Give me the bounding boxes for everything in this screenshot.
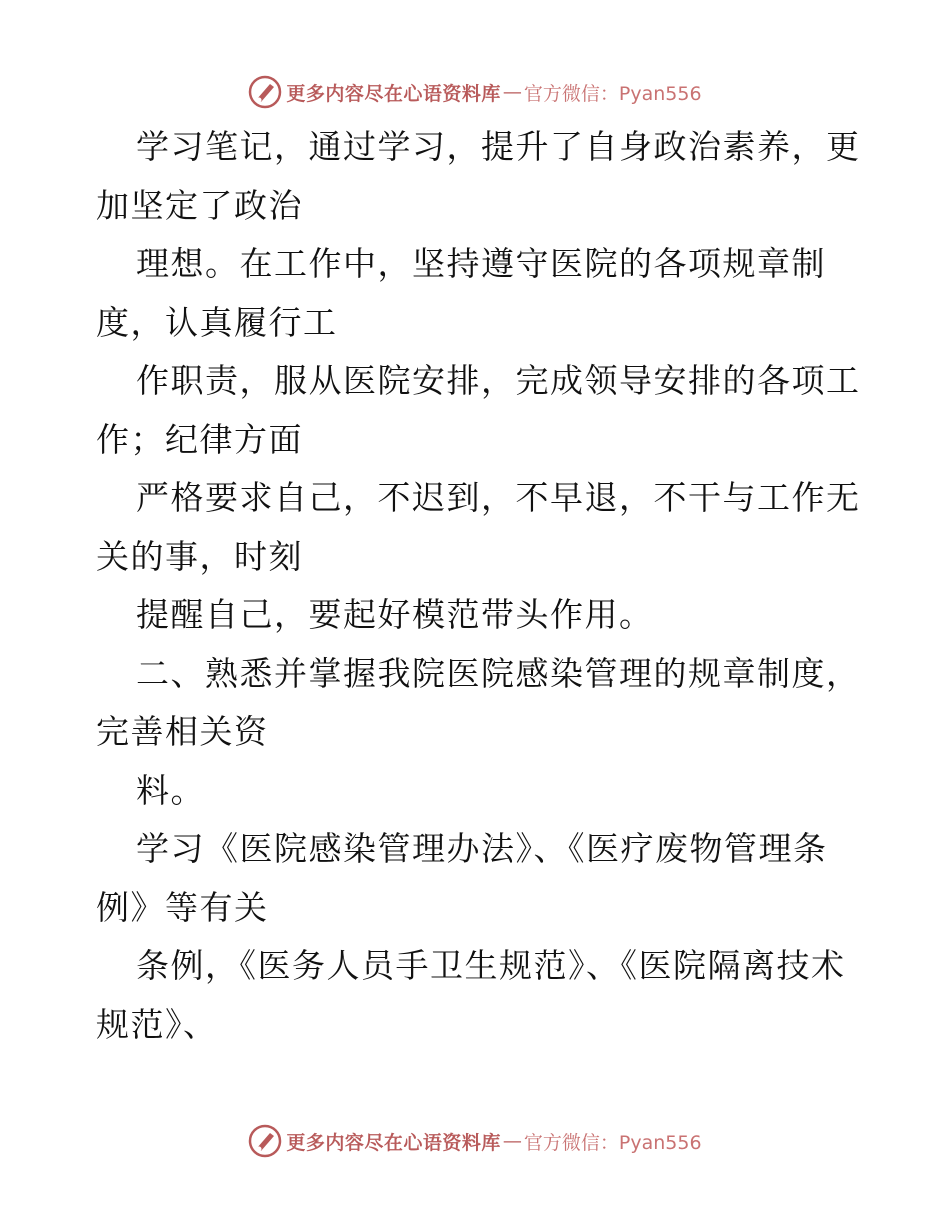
document-body [96, 118, 866, 1054]
paragraph-6: 二、熟悉并掌握我院医院感染管理的规章制度，完善相关资 [96, 653, 861, 751]
pen-circle-logo-icon [248, 1124, 282, 1158]
footer-watermark [0, 1121, 950, 1161]
paragraph-9: 条例，《医务人员手卫生规范》、《医院隔离技术规范》、 [96, 946, 846, 1044]
watermark-main-text: 更多内容尽在心语资料库 [286, 1131, 501, 1154]
watermark-main-text: 更多内容尽在心语资料库 [286, 82, 501, 105]
paragraph-3: 作职责，服从医院安排，完成领导安排的各项工作；纪律方面 [96, 361, 861, 459]
watermark-suffix-text: 官方微信：Pyan556 [523, 1131, 702, 1154]
paragraph-7: 料。 [136, 770, 205, 810]
paragraph-4: 严格要求自己，不迟到，不早退，不干与工作无关的事，时刻 [96, 478, 861, 576]
paragraph-8: 学习《医院感染管理办法》、《医疗废物管理条例》等有关 [96, 829, 828, 927]
paragraph-2: 理想。在工作中，坚持遵守医院的各项规章制度，认真履行工 [96, 244, 826, 342]
watermark-suffix-text: 官方微信：Pyan556 [523, 82, 702, 105]
paragraph-5: 提醒自己，要起好模范带头作用。 [136, 595, 654, 634]
header-watermark [0, 72, 950, 112]
watermark-separator: — [502, 1130, 522, 1152]
pen-circle-logo-icon [248, 75, 282, 109]
paragraph-1: 学习笔记，通过学习，提升了自身政治素养，更加坚定了政治 [96, 127, 861, 225]
watermark-separator: — [502, 81, 522, 103]
